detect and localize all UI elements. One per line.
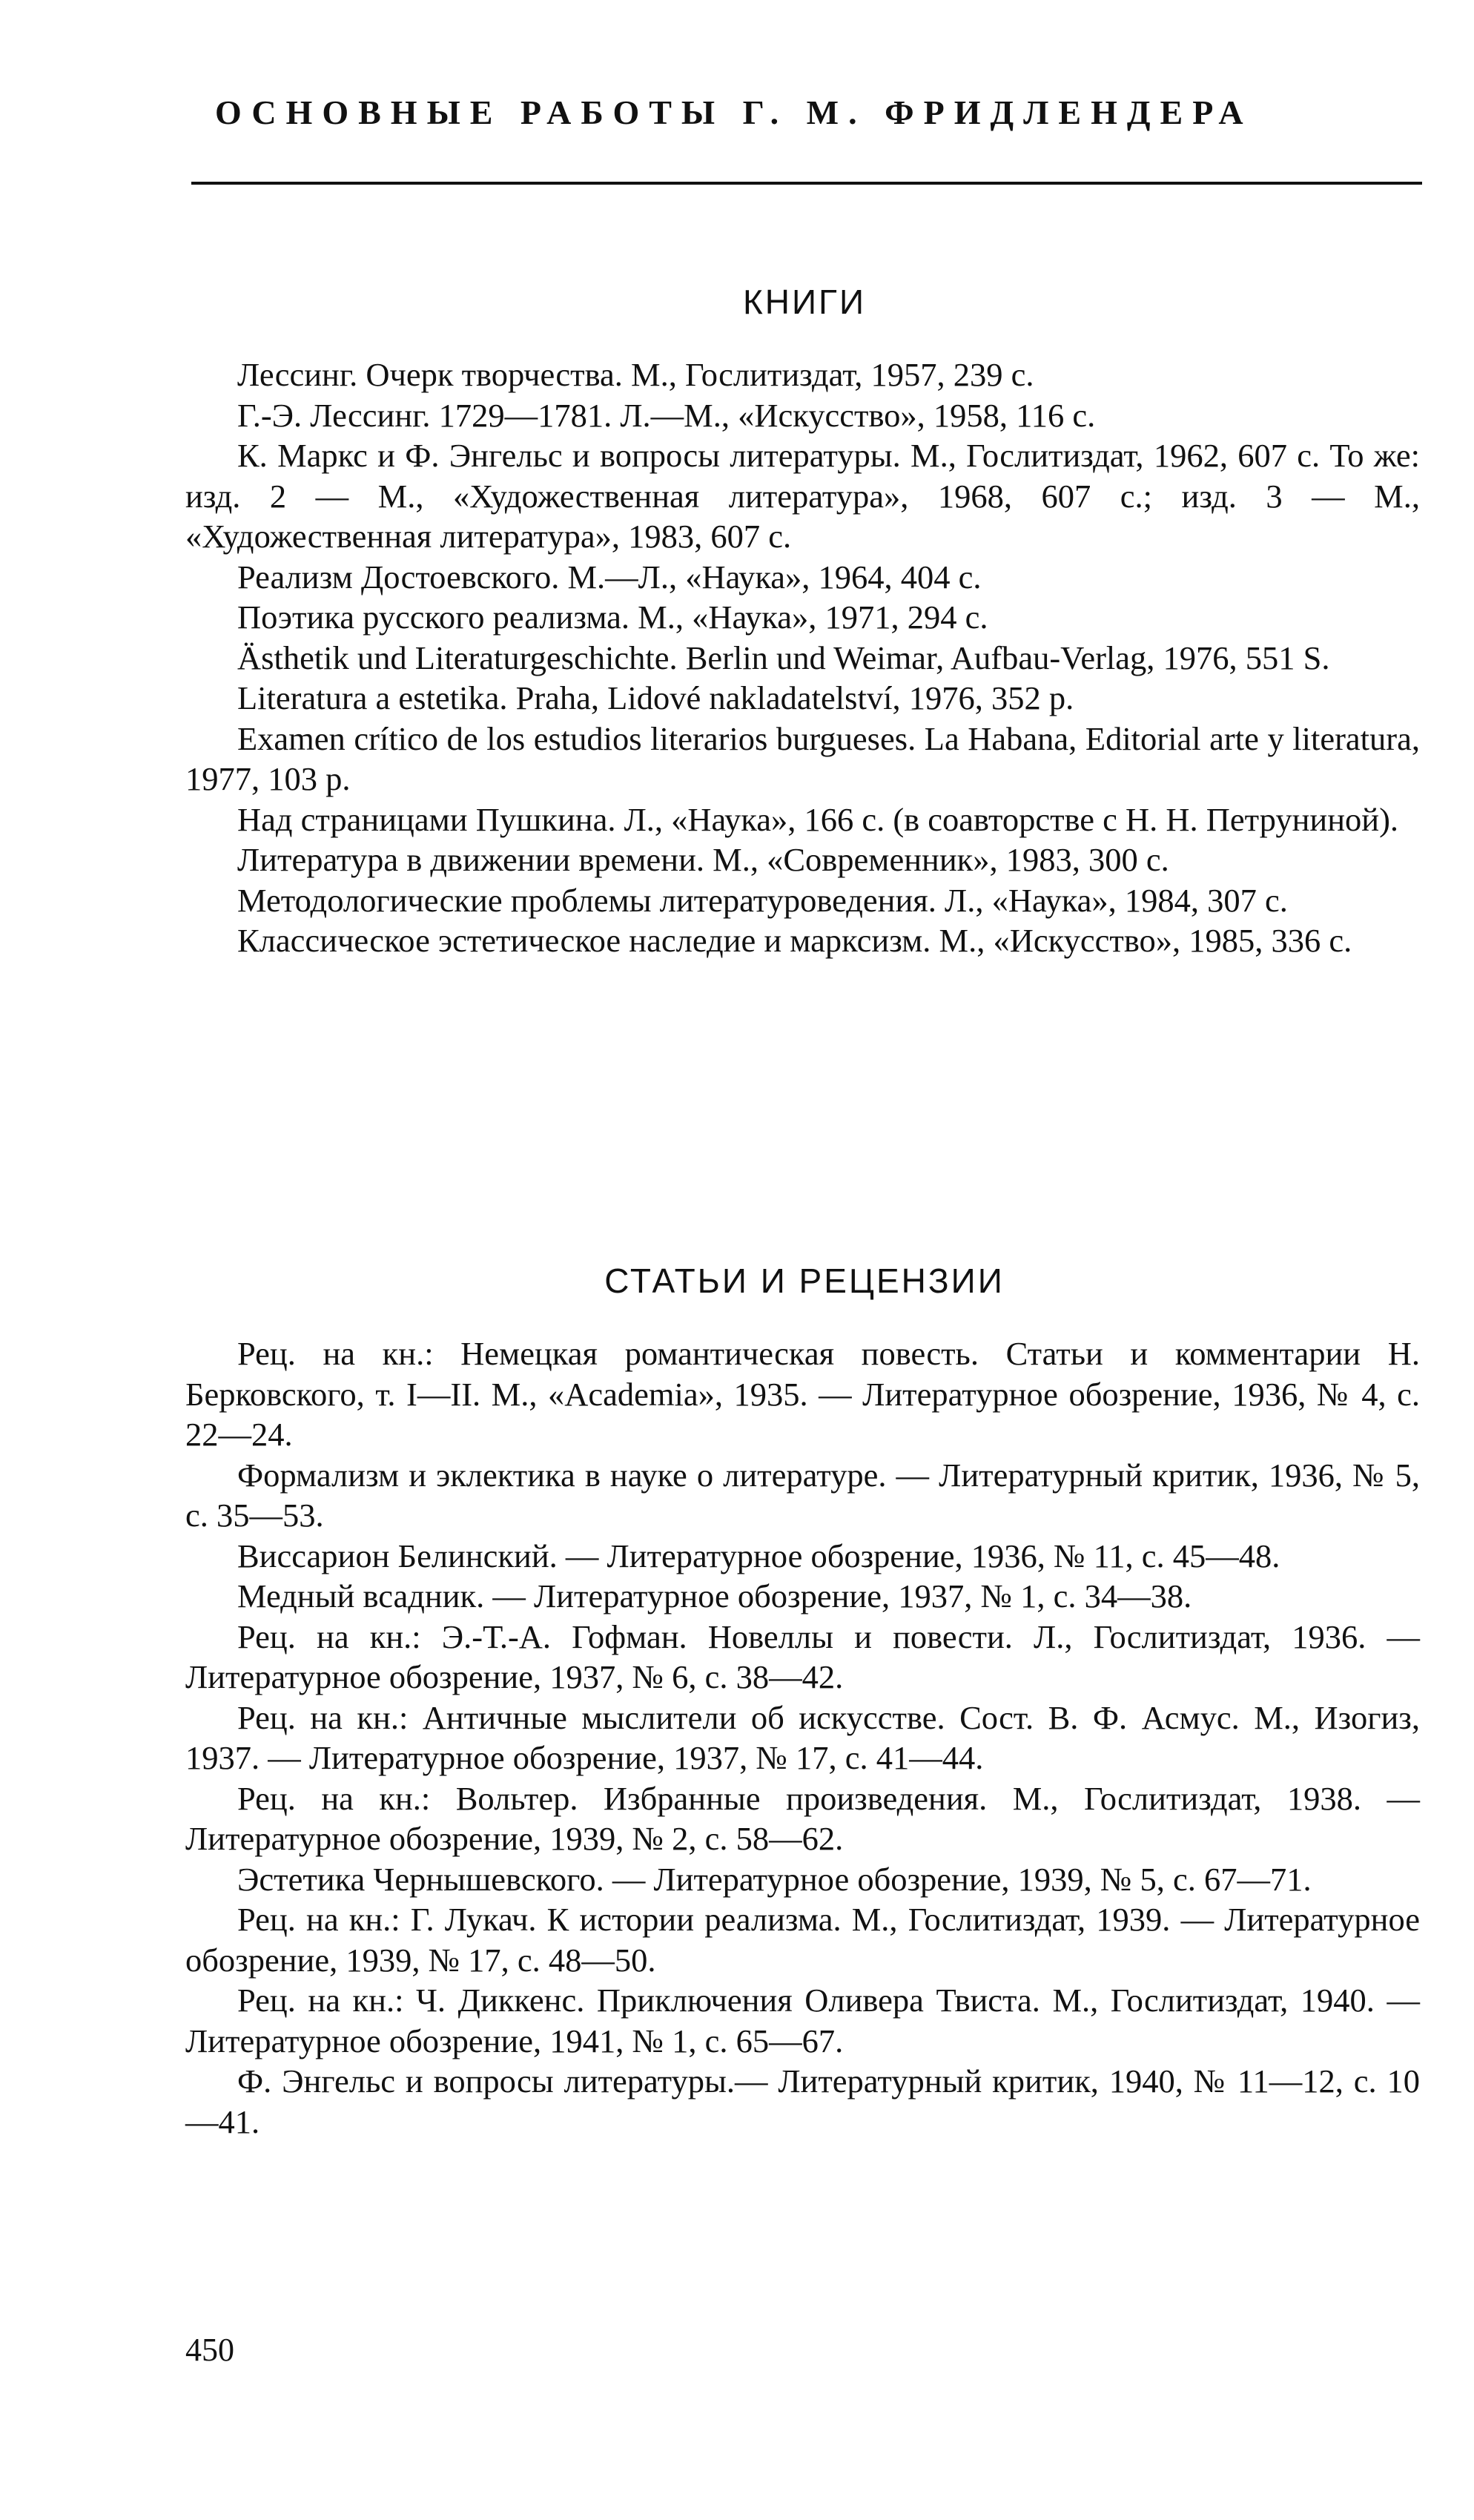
bibliography-entry: Литература в движении времени. М., «Современник», 1983, 300 с. (237, 841, 1169, 878)
books-list (185, 354, 1420, 961)
bibliography-entry: Г.-Э. Лессинг. 1729—1781. Л.—М., «Искусство», 1958, 116 с. (237, 396, 1096, 434)
section-title-books: КНИГИ (742, 283, 867, 321)
bibliography-entry: Медный всадник. — Литературное обозрение, 1937, № 1, с. 34—38. (237, 1577, 1192, 1614)
bibliography-entry: Рец. на кн.: Немецкая романтическая повесть. Статьи и комментарии Н. Берковского, т. I—II. М., «Academia», 1935. — Литературное обозрение, 1936, № 4, с. 22—24. (185, 1335, 1420, 1453)
running-head: ОСНОВНЫЕ РАБОТЫ Г. М. ФРИДЛЕНДЕРА (215, 93, 1253, 131)
bibliography-entry: Рец. на кн.: Античные мыслители об искусстве. Сост. В. Ф. Асмус. М., Изогиз, 1937. — Литературное обозрение, 1937, № 17, с. 41—44. (185, 1698, 1420, 1776)
bibliography-entry: Поэтика русского реализма. М., «Наука», 1971, 294 с. (237, 598, 988, 636)
bibliography-entry: Классическое эстетическое наследие и марксизм. М., «Искусство», 1985, 336 с. (237, 922, 1352, 959)
section-title-articles: СТАТЬИ И РЕЦЕНЗИИ (604, 1261, 1005, 1300)
bibliography-entry: Рец. на кн.: Г. Лукач. К истории реализма. М., Гослитиздат, 1939. — Литературное обозрение, 1939, № 17, с. 48—50. (185, 1901, 1420, 1979)
bibliography-entry: Над страницами Пушкина. Л., «Наука», 166 с. (в соавторстве с Н. Н. Петруниной). (237, 800, 1399, 838)
page-number: 450 (185, 2332, 234, 2368)
bibliography-entry: Ästhetik und Literaturgeschichte. Berlin und Weimar, Aufbau-Verlag, 1976, 551 S. (237, 639, 1330, 676)
header-rule (191, 182, 1422, 185)
bibliography-entry: Лессинг. Очерк творчества. М., Гослитиздат, 1957, 239 с. (237, 356, 1034, 393)
bibliography-entry: Методологические проблемы литературоведения. Л., «Наука», 1984, 307 с. (237, 881, 1288, 919)
bibliography-entry: Формализм и эклектика в науке о литературе. — Литературный критик, 1936, № 5, с. 35—53. (185, 1456, 1420, 1534)
bibliography-entry: К. Маркс и Ф. Энгельс и вопросы литературы. М., Гослитиздат, 1962, 607 с. То же: изд. 2 — М., «Художественная литература», 1968, 607 с.; изд. 3 — М., «Художественная литература», 1983, 607 с. (185, 437, 1420, 555)
bibliography-entry: Виссарион Белинский. — Литературное обозрение, 1936, № 11, с. 45—48. (237, 1537, 1280, 1574)
bibliography-entry: Literatura a estetika. Praha, Lidové nakladatelství, 1976, 352 p. (237, 679, 1074, 716)
bibliography-entry: Ф. Энгельс и вопросы литературы.— Литературный критик, 1940, № 11—12, с. 10—41. (185, 2062, 1420, 2140)
bibliography-entry: Рец. на кн.: Ч. Диккенс. Приключения Оливера Твиста. М., Гослитиздат, 1940. — Литературное обозрение, 1941, № 1, с. 65—67. (185, 1982, 1420, 2059)
bibliography-entry: Реализм Достоевского. М.—Л., «Наука», 1964, 404 с. (237, 558, 982, 596)
articles-list (185, 1333, 1420, 2142)
bibliography-entry: Эстетика Чернышевского. — Литературное обозрение, 1939, № 5, с. 67—71. (237, 1860, 1312, 1898)
bibliography-entry: Examen crítico de los estudios literarios burgueses. La Habana, Editorial arte y literatura, 1977, 103 p. (185, 719, 1420, 797)
bibliography-entry: Рец. на кн.: Э.-Т.-А. Гофман. Новеллы и повести. Л., Гослитиздат, 1936. — Литературное обозрение, 1937, № 6, с. 38—42. (185, 1617, 1420, 1695)
bibliography-entry: Рец. на кн.: Вольтер. Избранные произведения. М., Гослитиздат, 1938. — Литературное обозрение, 1939, № 2, с. 58—62. (185, 1779, 1420, 1857)
